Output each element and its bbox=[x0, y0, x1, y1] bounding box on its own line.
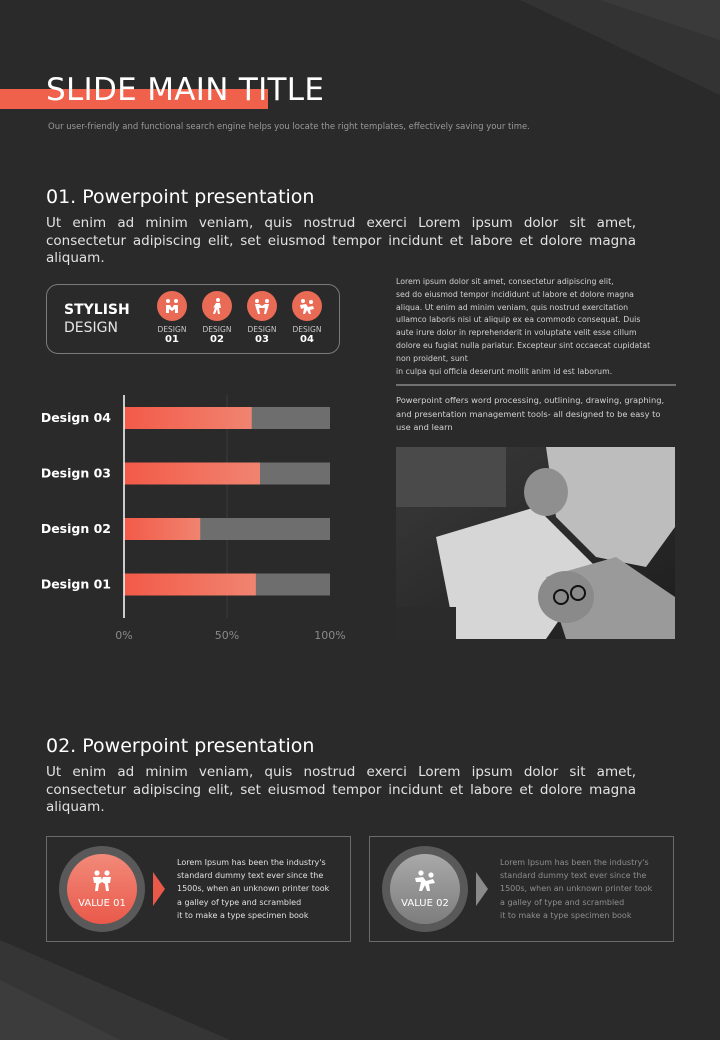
lorem-paragraph bbox=[396, 276, 676, 378]
category-label: Design 04 bbox=[40, 410, 111, 425]
value-label-2: VALUE 02 bbox=[401, 897, 449, 909]
lorem-line: ullamco laboris nisi ut aliquip ex ea commodo consequat. Duis bbox=[396, 315, 641, 325]
design-item-number: 04 bbox=[300, 334, 314, 345]
lorem-line: aute irure dolor in reprehenderit in voluptate velit esse cillum bbox=[396, 328, 637, 338]
x-tick-label: 50% bbox=[214, 629, 240, 642]
lorem-line: sed do eiusmod tempor incididunt ut labore et dolore magna bbox=[396, 289, 634, 299]
lorem-line: dolore eu fugiat nulla pariatur. Excepteur sint occaecat cupidatat bbox=[396, 340, 651, 350]
value-line: standard dummy text ever since the bbox=[177, 871, 324, 881]
section1-body: Ut enim ad minim veniam, quis nostrud exerci Lorem ipsum dolor sit amet, consectetur adipiscing elit, set eiusmod tempor incidunt et labore et dolore magna aliquam. bbox=[46, 215, 636, 266]
design-item-01 bbox=[150, 291, 194, 345]
design-item-label: DESIGN bbox=[292, 325, 322, 334]
design-item-label: DESIGN bbox=[202, 325, 232, 334]
design-item-02 bbox=[195, 291, 239, 345]
lorem-line: non proident, sunt bbox=[396, 353, 468, 363]
top-right-decoration bbox=[0, 0, 720, 140]
category-label: Design 03 bbox=[40, 465, 111, 481]
bar-design-04 bbox=[124, 407, 252, 429]
bar-design-03 bbox=[124, 463, 260, 485]
value-line: a galley of type and scrambled bbox=[177, 897, 302, 907]
handshake-icon bbox=[157, 291, 187, 321]
section1-title: 01. Powerpoint presentation bbox=[46, 186, 315, 208]
value-line: a galley of type and scrambled bbox=[500, 897, 625, 907]
walking-person-icon bbox=[202, 291, 232, 321]
stylish-label: STYLISH bbox=[64, 302, 130, 318]
people-photo bbox=[396, 447, 675, 639]
value-line: Lorem Ipsum has been the industry's bbox=[500, 858, 649, 867]
fighting-people-icon bbox=[412, 870, 438, 896]
design-item-label: DESIGN bbox=[157, 325, 187, 334]
design-bar-chart bbox=[0, 390, 380, 650]
lorem-line: in culpa qui officia deserunt mollit anim id est laborum. bbox=[396, 366, 613, 376]
divider bbox=[396, 384, 676, 386]
section2-body: Ut enim ad minim veniam, quis nostrud exerci Lorem ipsum dolor sit amet, consectetur adipiscing elit, set eiusmod tempor incidunt et labore et dolore magna aliquam. bbox=[46, 764, 636, 815]
design-item-number: 03 bbox=[255, 334, 269, 345]
design-item-03 bbox=[240, 291, 284, 345]
value-badge-1 bbox=[67, 854, 137, 924]
design-item-label: DESIGN bbox=[247, 325, 277, 334]
lorem-line: aliqua. Ut enim ad minim veniam, quis nostrud exercitation bbox=[396, 302, 629, 312]
two-people-icon bbox=[89, 870, 115, 896]
design-item-number: 01 bbox=[165, 334, 179, 345]
value-line: it to make a type specimen book bbox=[177, 910, 309, 920]
fighting-people-icon bbox=[247, 291, 277, 321]
lorem-line: Lorem ipsum dolor sit amet, consectetur adipiscing elit, bbox=[396, 277, 614, 286]
category-label: Design 01 bbox=[40, 576, 111, 592]
value-line: 1500s, when an unknown printer took bbox=[500, 884, 653, 894]
arguing-people-icon bbox=[292, 291, 322, 321]
powerpoint-description: Powerpoint offers word processing, outlining, drawing, graphing, and presentation management tools- all designed to be easy to use and learn bbox=[396, 395, 665, 432]
x-tick-label: 0% bbox=[115, 629, 133, 642]
arrow-icon bbox=[153, 872, 165, 906]
value-label-1: VALUE 01 bbox=[78, 897, 126, 909]
arrow-icon bbox=[476, 872, 488, 906]
value-line: it to make a type specimen book bbox=[500, 910, 632, 920]
value-line: 1500s, when an unknown printer took bbox=[177, 884, 330, 894]
value-line: standard dummy text ever since the bbox=[500, 871, 647, 881]
design-label: DESIGN bbox=[64, 320, 118, 336]
value-text-1 bbox=[177, 856, 342, 922]
design-item-04 bbox=[285, 291, 329, 345]
category-label: Design 02 bbox=[40, 521, 111, 536]
slide-subtitle: Our user-friendly and functional search engine helps you locate the right templates, effectively saving your time. bbox=[48, 122, 530, 132]
value-badge-2 bbox=[390, 854, 460, 924]
value-line: Lorem Ipsum has been the industry's bbox=[177, 858, 326, 867]
section2-title: 02. Powerpoint presentation bbox=[46, 735, 315, 757]
bar-design-01 bbox=[124, 574, 256, 596]
bar-design-02 bbox=[124, 518, 200, 540]
x-tick-label: 100% bbox=[314, 629, 346, 642]
slide-main-title: SLIDE MAIN TITLE bbox=[46, 72, 325, 108]
value-text-2 bbox=[500, 856, 665, 922]
design-item-number: 02 bbox=[210, 334, 224, 345]
